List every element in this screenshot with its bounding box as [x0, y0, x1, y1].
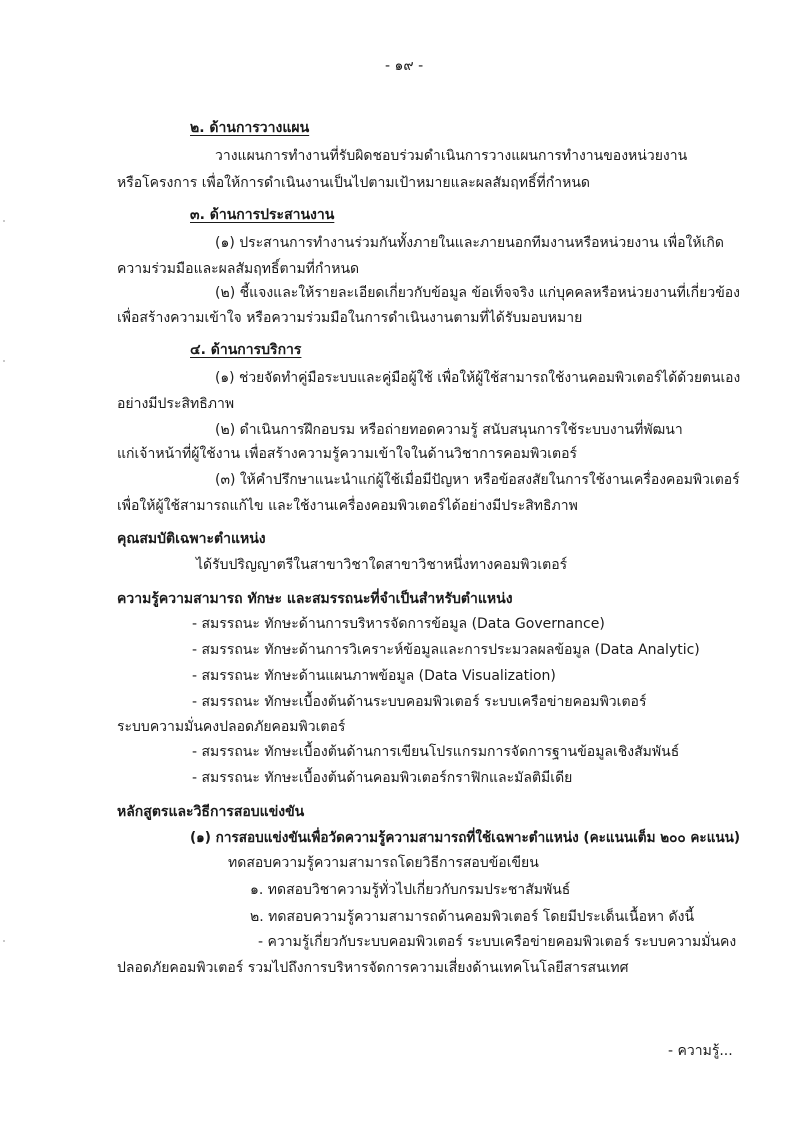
- scan-speck: [3, 360, 5, 362]
- scan-speck: [3, 940, 5, 942]
- planning-paragraph-line-2: หรือโครงการ เพื่อให้การดำเนินงานเป็นไปตามเป้าหมายและผลสัมฤทธิ์ที่กำหนด: [117, 175, 590, 191]
- continuation-marker: - ความรู้...: [668, 1043, 733, 1059]
- planning-paragraph-line-1: วางแผนการทำงานที่รับผิดชอบร่วมดำเนินการวางแผนการทำงานของหน่วยงาน: [215, 148, 688, 164]
- competency-item-3: - สมรรถนะ ทักษะด้านแผนภาพข้อมูล (Data Visualization): [192, 668, 556, 684]
- competency-item-6: - สมรรถนะ ทักษะเบื้องต้นด้านคอมพิวเตอร์กราฟิกและมัลติมีเดีย: [192, 770, 573, 786]
- page-number: - ๑๙ -: [385, 58, 424, 74]
- competency-item-4-line-1: - สมรรถนะ ทักษะเบื้องต้นด้านระบบคอมพิวเตอร์ ระบบเครือข่ายคอมพิวเตอร์: [192, 694, 647, 710]
- service-item-3-line-1: (๓) ให้คำปรึกษาแนะนำแก่ผู้ใช้เมื่อมีปัญหา หรือข้อสงสัยในการใช้งานเครื่องคอมพิวเตอร์: [215, 472, 740, 488]
- service-item-1-line-2: อย่างมีประสิทธิภาพ: [117, 396, 235, 412]
- service-item-3-line-2: เพื่อให้ผู้ใช้สามารถแก้ไข และใช้งานเครื่องคอมพิวเตอร์ได้อย่างมีประสิทธิภาพ: [117, 498, 578, 514]
- exam-subject-1: ๑. ทดสอบวิชาความรู้ทั่วไปเกี่ยวกับกรมประชาสัมพันธ์: [250, 882, 571, 898]
- heading-qualifications: คุณสมบัติเฉพาะตำแหน่ง: [117, 531, 266, 547]
- competency-item-5: - สมรรถนะ ทักษะเบื้องต้นด้านการเขียนโปรแกรมการจัดการฐานข้อมูลเชิงสัมพันธ์: [192, 744, 680, 760]
- exam-subject-2: ๒. ทดสอบความรู้ความสามารถด้านคอมพิวเตอร์ โดยมีประเด็นเนื้อหา ดังนี้: [250, 909, 695, 925]
- service-item-2-line-2: แก่เจ้าหน้าที่ผู้ใช้งาน เพื่อสร้างความรู้ความเข้าใจในด้านวิชาการคอมพิวเตอร์: [117, 446, 577, 462]
- service-item-2-line-1: (๒) ดำเนินการฝึกอบรม หรือถ่ายทอดความรู้ สนับสนุนการใช้ระบบงานที่พัฒนา: [215, 422, 683, 438]
- section-heading-coordination: ๓. ด้านการประสานงาน: [190, 207, 335, 223]
- coordination-item-2-line-1: (๒) ชี้แจงและให้รายละเอียดเกี่ยวกับข้อมูล ข้อเท็จจริง แก่บุคคลหรือหน่วยงานที่เกี่ยวข้อง: [215, 285, 741, 301]
- coordination-item-2-line-2: เพื่อสร้างความเข้าใจ หรือความร่วมมือในการดำเนินงานตามที่ได้รับมอบหมาย: [117, 310, 583, 326]
- competency-item-1: - สมรรถนะ ทักษะด้านการบริหารจัดการข้อมูล (Data Governance): [192, 616, 605, 632]
- section-heading-planning: ๒. ด้านการวางแผน: [190, 120, 310, 136]
- heading-exam-curriculum: หลักสูตรและวิธีการสอบแข่งขัน: [117, 804, 305, 820]
- qualification-text: ได้รับปริญญาตรีในสาขาวิชาใดสาขาวิชาหนึ่งทางคอมพิวเตอร์: [196, 557, 568, 573]
- coordination-item-1-line-1: (๑) ประสานการทำงานร่วมกันทั้งภายในและภายนอกทีมงานหรือหน่วยงาน เพื่อให้เกิด: [215, 235, 724, 251]
- competency-item-4-line-2: ระบบความมั่นคงปลอดภัยคอมพิวเตอร์: [117, 719, 346, 735]
- coordination-item-1-line-2: ความร่วมมือและผลสัมฤทธิ์ตามที่กำหนด: [117, 261, 360, 277]
- heading-competencies: ความรู้ความสามารถ ทักษะ และสมรรถนะที่จำเป็นสำหรับตำแหน่ง: [117, 591, 513, 607]
- service-item-1-line-1: (๑) ช่วยจัดทำคู่มือระบบและคู่มือผู้ใช้ เพื่อให้ผู้ใช้สามารถใช้งานคอมพิวเตอร์ได้ด้วยตนเอง: [215, 370, 741, 386]
- exam-part-1-description: ทดสอบความรู้ความสามารถโดยวิธีการสอบข้อเขียน: [228, 855, 539, 871]
- scan-speck: [3, 220, 5, 222]
- exam-topic-line-2: ปลอดภัยคอมพิวเตอร์ รวมไปถึงการบริหารจัดการความเสี่ยงด้านเทคโนโลยีสารสนเทศ: [117, 960, 629, 976]
- competency-item-2: - สมรรถนะ ทักษะด้านการวิเคราะห์ข้อมูลและการประมวลผลข้อมูล (Data Analytic): [192, 642, 700, 658]
- exam-part-1-title: (๑) การสอบแข่งขันเพื่อวัดความรู้ความสามารถที่ใช้เฉพาะตำแหน่ง (คะแนนเต็ม ๒๐๐ คะแนน): [190, 830, 741, 846]
- exam-topic-line-1: - ความรู้เกี่ยวกับระบบคอมพิวเตอร์ ระบบเครือข่ายคอมพิวเตอร์ ระบบความมั่นคง: [258, 934, 737, 950]
- section-heading-service: ๔. ด้านการบริการ: [190, 342, 302, 358]
